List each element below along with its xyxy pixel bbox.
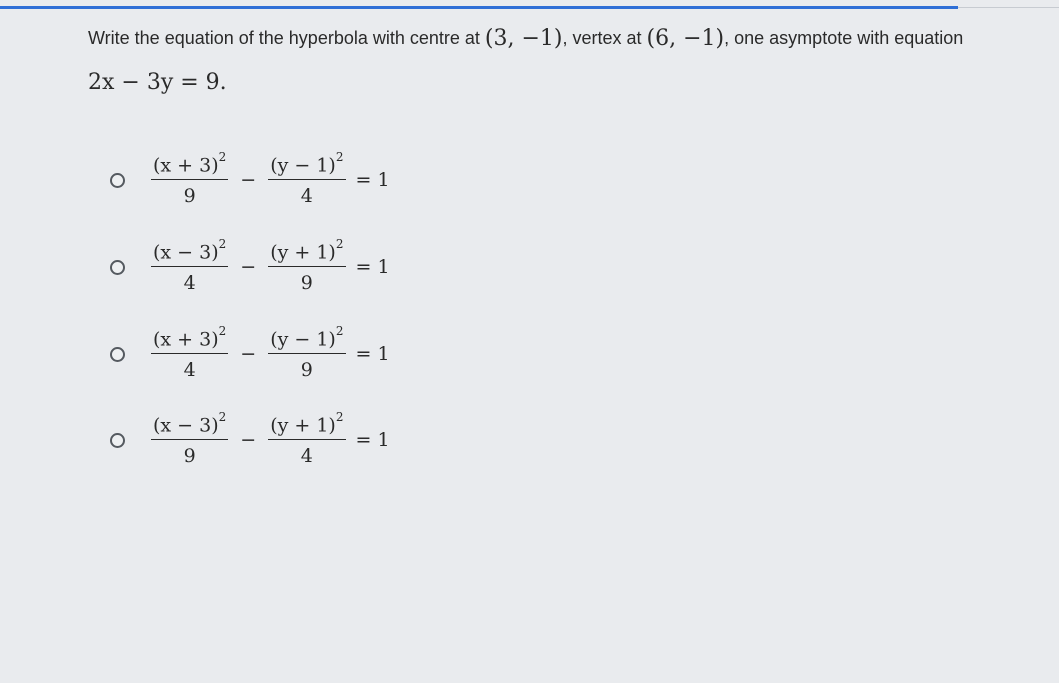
exponent: 2 (335, 236, 344, 251)
equals-one: = 1 (355, 168, 390, 191)
numerator-text: (x + 3) (153, 154, 219, 177)
minus-operator: − (240, 342, 257, 365)
header-divider (958, 7, 1059, 8)
radio-button-2[interactable] (110, 260, 125, 275)
numerator (151, 409, 228, 440)
denominator: 9 (183, 445, 196, 468)
option-1-formula (147, 149, 390, 208)
numerator-text: (y + 1) (270, 241, 336, 264)
numerator (151, 323, 228, 354)
exponent: 2 (218, 323, 227, 338)
numerator-text: (x − 3) (153, 414, 219, 437)
fraction (151, 323, 228, 382)
equals-one: = 1 (355, 428, 390, 451)
centre-coordinates: (3, −1) (484, 26, 563, 51)
exponent: 2 (335, 323, 344, 338)
numerator-text: (y + 1) (270, 414, 336, 437)
numerator-text: (x − 3) (153, 241, 219, 264)
exponent: 2 (218, 149, 227, 164)
denominator: 4 (183, 272, 196, 295)
exponent: 2 (218, 409, 227, 424)
option-3-formula (147, 323, 390, 382)
radio-button-1[interactable] (110, 173, 125, 188)
radio-button-3[interactable] (110, 347, 125, 362)
denominator: 4 (183, 359, 196, 382)
question-text-lead: Write the equation of the hyperbola with centre at (88, 28, 485, 48)
denominator: 9 (300, 272, 313, 295)
question-prompt (88, 26, 1048, 94)
question-text-vertex: , vertex at (562, 28, 647, 48)
numerator-text: (y − 1) (270, 328, 336, 351)
minus-operator: − (240, 255, 257, 278)
numerator (268, 409, 345, 440)
denominator: 4 (300, 185, 313, 208)
numerator (151, 149, 228, 180)
minus-operator: − (240, 168, 257, 191)
numerator (268, 149, 345, 180)
denominator: 9 (300, 359, 313, 382)
option-2-formula (147, 236, 390, 295)
exponent: 2 (218, 236, 227, 251)
equals-one: = 1 (355, 342, 390, 365)
minus-operator: − (240, 428, 257, 451)
question-line-2 (88, 70, 1048, 94)
fraction (151, 149, 228, 208)
numerator-text: (x + 3) (153, 328, 219, 351)
fraction (268, 236, 345, 295)
progress-accent-bar (0, 6, 958, 9)
exponent: 2 (335, 409, 344, 424)
option-4[interactable] (110, 410, 470, 470)
option-3[interactable] (110, 324, 470, 384)
fraction (151, 409, 228, 468)
question-line-1 (88, 26, 1048, 50)
denominator: 4 (300, 445, 313, 468)
option-2[interactable] (110, 237, 470, 297)
exponent: 2 (335, 149, 344, 164)
numerator (268, 323, 345, 354)
vertex-coordinates: (6, −1) (646, 26, 725, 51)
numerator-text: (y − 1) (270, 154, 336, 177)
numerator (268, 236, 345, 267)
question-text-asymptote: , one asymptote with equation (724, 28, 964, 48)
equals-one: = 1 (355, 255, 390, 278)
asymptote-equation: 2x − 3y = 9. (88, 70, 227, 95)
option-4-formula (147, 409, 390, 468)
fraction (151, 236, 228, 295)
fraction (268, 149, 345, 208)
radio-button-4[interactable] (110, 433, 125, 448)
fraction (268, 323, 345, 382)
denominator: 9 (183, 185, 196, 208)
option-1[interactable] (110, 150, 470, 210)
numerator (151, 236, 228, 267)
fraction (268, 409, 345, 468)
